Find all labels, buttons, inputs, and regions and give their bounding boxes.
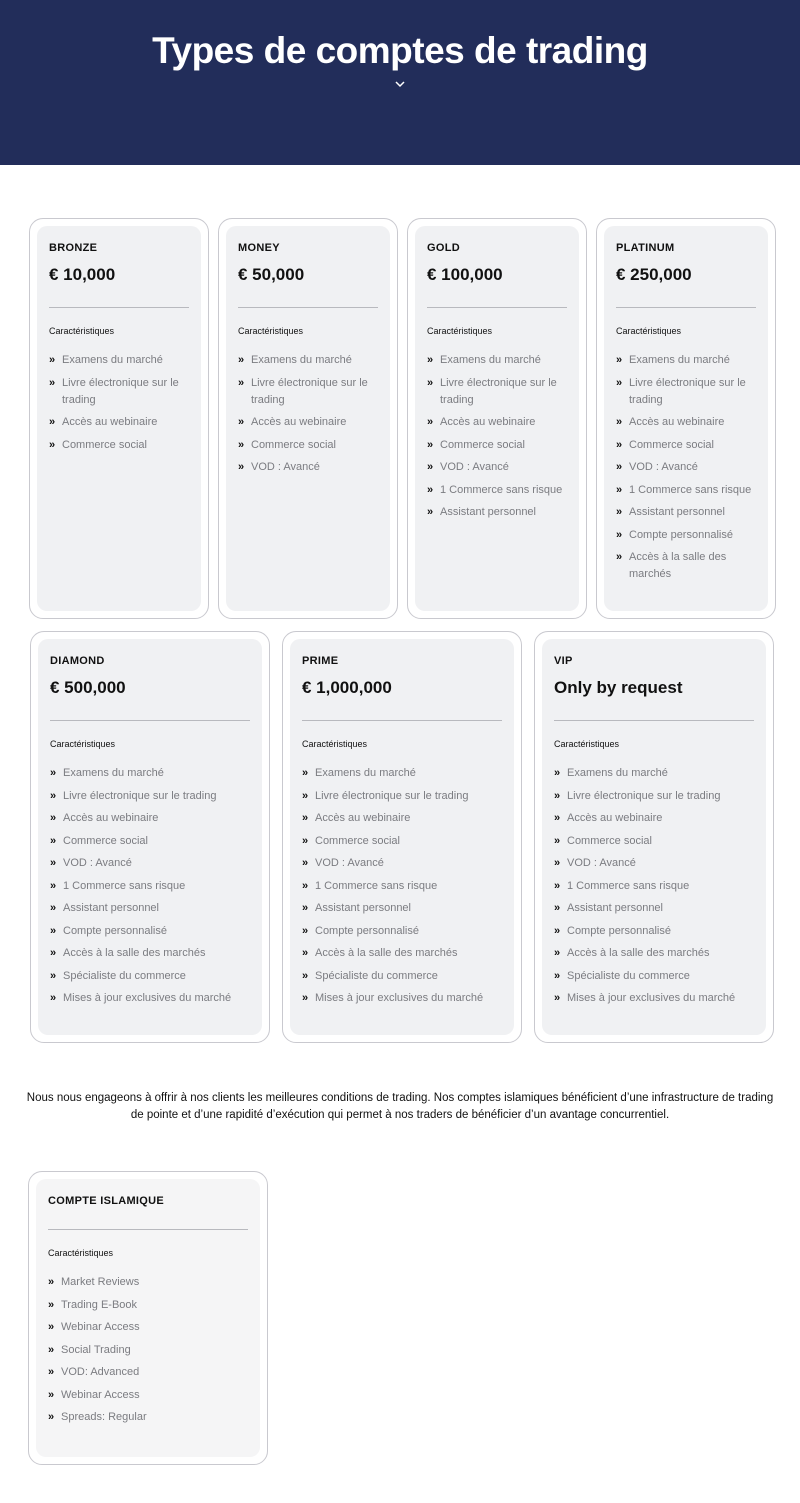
feature-label: Examens du marché (440, 354, 541, 366)
double-chevron-right-icon: » (238, 461, 245, 473)
feature-item (554, 765, 754, 782)
double-chevron-right-icon: » (616, 483, 623, 496)
double-chevron-right-icon: » (302, 767, 309, 779)
feature-item (616, 437, 756, 454)
account-price: € 50,000 (238, 265, 305, 284)
feature-label: Accès à la salle des marchés (567, 947, 710, 959)
features-title: Caractéristiques (48, 1248, 114, 1258)
double-chevron-right-icon: » (554, 789, 561, 802)
feature-item (554, 878, 754, 895)
feature-label: Examens du marché (629, 354, 730, 366)
features-list (49, 352, 189, 454)
feature-item (50, 810, 250, 827)
double-chevron-right-icon: » (49, 438, 56, 451)
feature-item (302, 900, 502, 917)
double-chevron-right-icon: » (554, 834, 561, 847)
feature-item (554, 810, 754, 827)
feature-label: 1 Commerce sans risque (567, 879, 690, 892)
feature-item (48, 1364, 248, 1381)
double-chevron-right-icon: » (302, 879, 309, 892)
feature-item (48, 1409, 248, 1426)
double-chevron-right-icon: » (427, 506, 434, 518)
feature-item (427, 437, 567, 454)
divider (616, 307, 756, 308)
features-list (48, 1274, 248, 1426)
feature-label: Spécialiste du commerce (63, 969, 186, 982)
feature-label: Commerce social (315, 834, 400, 847)
feature-label: Accès au webinaire (315, 812, 411, 824)
feature-label: Accès au webinaire (629, 416, 725, 428)
feature-item (427, 459, 567, 476)
double-chevron-right-icon: » (616, 528, 623, 541)
feature-item (50, 990, 250, 1007)
divider (238, 307, 378, 308)
double-chevron-right-icon: » (48, 1411, 55, 1423)
account-card-body (36, 1179, 260, 1457)
feature-item (302, 968, 502, 985)
feature-item (302, 923, 502, 940)
account-name: GOLD (427, 242, 460, 254)
feature-label: Examens du marché (63, 767, 164, 779)
islamic-accounts-note: Nous nous engageons à offrir à nos clients les meilleures conditions de trading. Nos comptes islamiques bénéficient d’une infrastructure de trading de pointe et d’une rapidité d’exécution qui permet à nos traders de bénéficier d’un avantage concurrentiel. (26, 1092, 774, 1121)
double-chevron-right-icon: » (302, 812, 309, 824)
double-chevron-right-icon: » (554, 992, 561, 1004)
feature-item (302, 810, 502, 827)
feature-label: Livre électronique sur le trading (315, 789, 469, 802)
feature-label: VOD : Avancé (567, 857, 636, 869)
account-card-body (604, 226, 768, 611)
double-chevron-right-icon: » (427, 461, 434, 473)
chevron-down-icon[interactable] (394, 78, 406, 90)
account-price: € 500,000 (50, 678, 126, 697)
account-name: DIAMOND (50, 655, 105, 667)
double-chevron-right-icon: » (50, 812, 57, 824)
features-title: Caractéristiques (616, 326, 682, 336)
feature-label: Accès à la salle des marchés (63, 947, 206, 959)
feature-item (616, 352, 756, 369)
feature-item (302, 878, 502, 895)
double-chevron-right-icon: » (616, 506, 623, 518)
features-list (427, 352, 567, 521)
double-chevron-right-icon: » (49, 354, 56, 366)
feature-item (49, 375, 189, 409)
double-chevron-right-icon: » (427, 438, 434, 451)
double-chevron-right-icon: » (554, 767, 561, 779)
feature-label: 1 Commerce sans risque (63, 879, 186, 892)
feature-item (616, 414, 756, 431)
feature-item (48, 1274, 248, 1291)
account-card-platinum[interactable] (596, 218, 776, 619)
feature-item (50, 900, 250, 917)
feature-item (554, 945, 754, 962)
account-card-body (226, 226, 390, 611)
feature-label: Commerce social (629, 438, 714, 451)
features-list (238, 352, 378, 476)
feature-label: VOD : Avancé (629, 461, 698, 473)
feature-item (238, 375, 378, 409)
feature-label: Webinar Access (61, 1321, 140, 1333)
account-card-body (542, 639, 766, 1035)
double-chevron-right-icon: » (302, 992, 309, 1004)
feature-label: Accès au webinaire (62, 416, 158, 428)
feature-label: Assistant personnel (315, 902, 411, 914)
feature-item (50, 923, 250, 940)
double-chevron-right-icon: » (50, 789, 57, 802)
feature-item (50, 945, 250, 962)
double-chevron-right-icon: » (49, 416, 56, 428)
feature-label: Assistant personnel (567, 902, 663, 914)
features-list (616, 352, 756, 583)
feature-label: Livre électronique sur le trading (62, 376, 179, 406)
feature-item (238, 352, 378, 369)
double-chevron-right-icon: » (554, 947, 561, 959)
feature-label: VOD: Advanced (61, 1366, 140, 1378)
feature-label: Livre électronique sur le trading (251, 376, 368, 406)
feature-item (554, 990, 754, 1007)
feature-label: Compte personnalisé (63, 924, 167, 937)
double-chevron-right-icon: » (50, 969, 57, 982)
account-card-vip[interactable] (534, 631, 774, 1043)
feature-item (554, 968, 754, 985)
account-card-gold[interactable] (407, 218, 587, 619)
double-chevron-right-icon: » (238, 376, 245, 389)
feature-item (554, 923, 754, 940)
feature-item (302, 990, 502, 1007)
double-chevron-right-icon: » (49, 376, 56, 389)
feature-label: Commerce social (440, 438, 525, 451)
features-title: Caractéristiques (49, 326, 115, 336)
feature-label: Spreads: Regular (61, 1411, 147, 1423)
double-chevron-right-icon: » (48, 1298, 55, 1311)
features-list (50, 765, 250, 1007)
feature-label: Commerce social (567, 834, 652, 847)
feature-item (238, 459, 378, 476)
feature-label: Assistant personnel (629, 506, 725, 518)
feature-label: Accès au webinaire (63, 812, 159, 824)
feature-label: 1 Commerce sans risque (315, 879, 438, 892)
feature-item (49, 414, 189, 431)
feature-item (427, 352, 567, 369)
feature-label: Assistant personnel (63, 902, 159, 914)
double-chevron-right-icon: » (554, 902, 561, 914)
feature-label: VOD : Avancé (63, 857, 132, 869)
feature-label: Examens du marché (567, 767, 668, 779)
feature-label: VOD : Avancé (440, 461, 509, 473)
double-chevron-right-icon: » (48, 1343, 55, 1356)
feature-label: Market Reviews (61, 1276, 140, 1288)
double-chevron-right-icon: » (50, 947, 57, 959)
double-chevron-right-icon: » (427, 483, 434, 496)
feature-item (554, 855, 754, 872)
account-name: COMPTE ISLAMIQUE (48, 1195, 165, 1207)
account-price: € 100,000 (427, 265, 503, 284)
feature-item (48, 1297, 248, 1314)
features-list (302, 765, 502, 1007)
double-chevron-right-icon: » (48, 1366, 55, 1378)
double-chevron-right-icon: » (50, 834, 57, 847)
features-title: Caractéristiques (554, 739, 620, 749)
double-chevron-right-icon: » (616, 461, 623, 473)
feature-item (238, 414, 378, 431)
feature-item (302, 945, 502, 962)
account-price: € 250,000 (616, 265, 692, 284)
features-title: Caractéristiques (50, 739, 116, 749)
double-chevron-right-icon: » (50, 924, 57, 937)
account-card-bronze[interactable] (29, 218, 209, 619)
double-chevron-right-icon: » (302, 947, 309, 959)
feature-item (48, 1387, 248, 1404)
feature-item (427, 504, 567, 521)
feature-label: Livre électronique sur le trading (63, 789, 217, 802)
account-card-body (37, 226, 201, 611)
account-name: PLATINUM (616, 242, 675, 254)
feature-label: Examens du marché (251, 354, 352, 366)
divider (554, 720, 754, 721)
double-chevron-right-icon: » (50, 767, 57, 779)
feature-label: Accès à la salle des marchés (315, 947, 458, 959)
features-list (554, 765, 754, 1007)
double-chevron-right-icon: » (427, 354, 434, 366)
hero-banner (0, 0, 800, 165)
double-chevron-right-icon: » (48, 1276, 55, 1288)
feature-item (50, 855, 250, 872)
feature-item (50, 878, 250, 895)
divider (49, 307, 189, 308)
double-chevron-right-icon: » (50, 992, 57, 1004)
feature-item (50, 765, 250, 782)
double-chevron-right-icon: » (554, 879, 561, 892)
double-chevron-right-icon: » (554, 812, 561, 824)
features-title: Caractéristiques (238, 326, 304, 336)
feature-label: Spécialiste du commerce (567, 969, 690, 982)
feature-label: Examens du marché (315, 767, 416, 779)
feature-item (302, 833, 502, 850)
double-chevron-right-icon: » (302, 924, 309, 937)
divider (50, 720, 250, 721)
double-chevron-right-icon: » (302, 969, 309, 982)
feature-label: Livre électronique sur le trading (440, 376, 557, 406)
feature-label: VOD : Avancé (315, 857, 384, 869)
account-name: VIP (554, 655, 573, 667)
account-name: PRIME (302, 655, 339, 667)
feature-item (48, 1319, 248, 1336)
double-chevron-right-icon: » (50, 902, 57, 914)
feature-label: Commerce social (63, 834, 148, 847)
features-title: Caractéristiques (302, 739, 368, 749)
double-chevron-right-icon: » (302, 902, 309, 914)
feature-label: Accès au webinaire (567, 812, 663, 824)
feature-item (427, 414, 567, 431)
double-chevron-right-icon: » (427, 416, 434, 428)
feature-label: Examens du marché (62, 354, 163, 366)
double-chevron-right-icon: » (238, 354, 245, 366)
feature-label: Livre électronique sur le trading (567, 789, 721, 802)
divider (427, 307, 567, 308)
feature-item (302, 765, 502, 782)
double-chevron-right-icon: » (616, 376, 623, 389)
feature-label: Commerce social (62, 438, 147, 451)
feature-label: Mises à jour exclusives du marché (567, 992, 736, 1004)
feature-label: Trading E-Book (61, 1298, 138, 1311)
feature-label: Assistant personnel (440, 506, 536, 518)
feature-label: VOD : Avancé (251, 461, 320, 473)
account-price: € 1,000,000 (302, 678, 392, 697)
feature-label: Mises à jour exclusives du marché (315, 992, 484, 1004)
feature-item (50, 968, 250, 985)
double-chevron-right-icon: » (302, 789, 309, 802)
feature-label: Compte personnalisé (567, 924, 671, 937)
double-chevron-right-icon: » (616, 354, 623, 366)
feature-label: Spécialiste du commerce (315, 969, 438, 982)
feature-label: 1 Commerce sans risque (440, 483, 563, 496)
feature-item (554, 900, 754, 917)
feature-label: Compte personnalisé (315, 924, 419, 937)
feature-label: Accès au webinaire (251, 416, 347, 428)
double-chevron-right-icon: » (554, 857, 561, 869)
double-chevron-right-icon: » (48, 1321, 55, 1333)
page-title: Types de comptes de trading (152, 30, 648, 71)
feature-item (554, 788, 754, 805)
account-card-diamond[interactable] (30, 631, 270, 1043)
account-price: € 10,000 (49, 265, 116, 284)
account-card-prime[interactable] (282, 631, 522, 1043)
double-chevron-right-icon: » (302, 834, 309, 847)
feature-item (238, 437, 378, 454)
feature-label: Livre électronique sur le trading (629, 376, 746, 406)
double-chevron-right-icon: » (616, 416, 623, 428)
feature-label: Webinar Access (61, 1388, 140, 1401)
account-card-body (290, 639, 514, 1035)
double-chevron-right-icon: » (48, 1388, 55, 1401)
double-chevron-right-icon: » (616, 551, 623, 563)
features-title: Caractéristiques (427, 326, 493, 336)
double-chevron-right-icon: » (427, 376, 434, 389)
double-chevron-right-icon: » (554, 924, 561, 937)
feature-item (302, 788, 502, 805)
account-card-money[interactable] (218, 218, 398, 619)
double-chevron-right-icon: » (302, 857, 309, 869)
feature-item (427, 482, 567, 499)
account-card-body (38, 639, 262, 1035)
feature-label: Accès à la salle des marchés (629, 551, 727, 580)
double-chevron-right-icon: » (50, 857, 57, 869)
double-chevron-right-icon: » (616, 438, 623, 451)
feature-item (50, 788, 250, 805)
feature-item (50, 833, 250, 850)
feature-label: Social Trading (61, 1343, 131, 1356)
double-chevron-right-icon: » (238, 416, 245, 428)
feature-item (49, 352, 189, 369)
divider (48, 1229, 248, 1230)
account-card-body (415, 226, 579, 611)
double-chevron-right-icon: » (554, 969, 561, 982)
account-name: BRONZE (49, 242, 98, 254)
feature-item (48, 1342, 248, 1359)
feature-item (302, 855, 502, 872)
account-name: MONEY (238, 242, 280, 254)
feature-item (616, 504, 756, 521)
account-price: Only by request (554, 678, 683, 697)
feature-item (427, 375, 567, 409)
double-chevron-right-icon: » (50, 879, 57, 892)
feature-item (49, 437, 189, 454)
feature-label: Mises à jour exclusives du marché (63, 992, 232, 1004)
divider (302, 720, 502, 721)
feature-item (616, 459, 756, 476)
feature-label: Compte personnalisé (629, 528, 733, 541)
feature-item (616, 527, 756, 544)
feature-item (616, 482, 756, 499)
feature-label: Commerce social (251, 438, 336, 451)
account-card-islamic[interactable] (28, 1171, 268, 1465)
feature-label: Accès au webinaire (440, 416, 536, 428)
double-chevron-right-icon: » (238, 438, 245, 451)
feature-item (554, 833, 754, 850)
feature-item (616, 549, 756, 583)
feature-label: 1 Commerce sans risque (629, 483, 752, 496)
feature-item (616, 375, 756, 409)
